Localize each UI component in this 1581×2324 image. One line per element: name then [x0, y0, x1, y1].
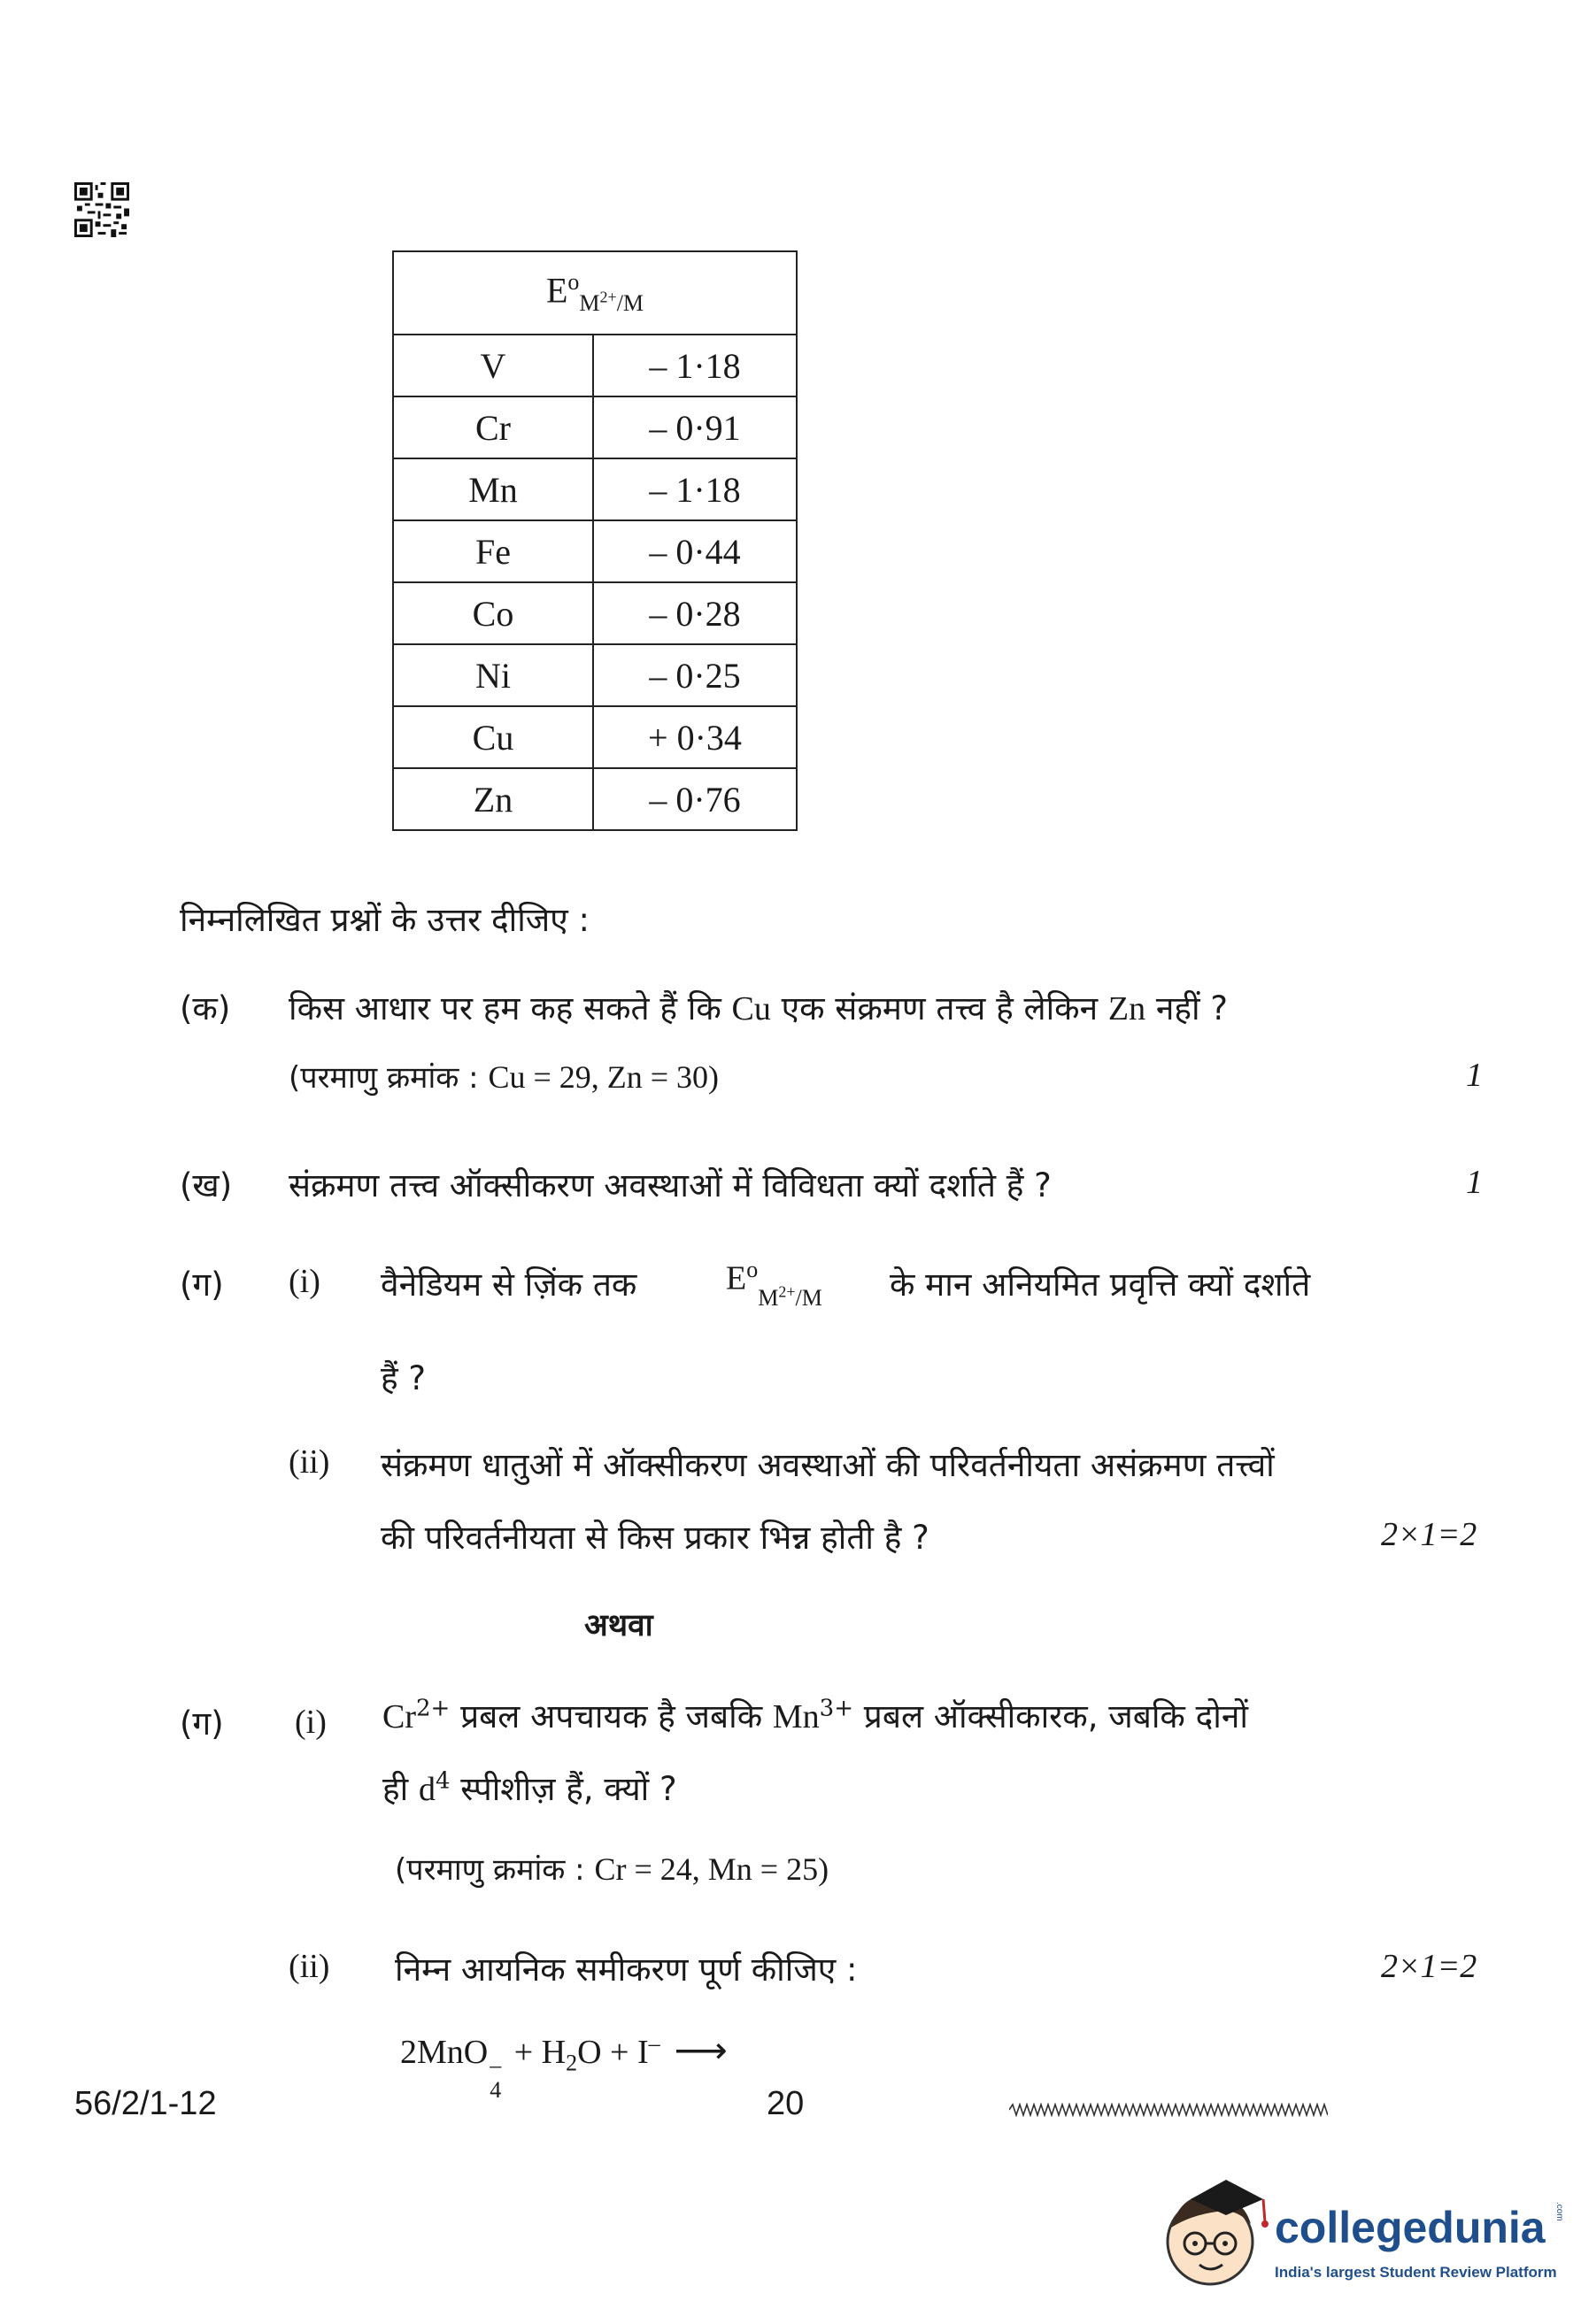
potential-cell: – 0·91	[593, 396, 797, 458]
page-number: 20	[767, 2085, 805, 2122]
table-row	[393, 644, 797, 706]
question-ka-line1: किस आधार पर हम कह सकते हैं कि Cu एक संक्रमण तत्त्व है लेकिन Zn नहीं ?	[289, 989, 1229, 1027]
ga-i-text-b: के मान अनियमित प्रवृत्ति क्यों दर्शाते	[890, 1266, 1311, 1304]
qr-code	[74, 182, 129, 237]
question-kha-text: संक्रमण तत्त्व ऑक्सीकरण अवस्थाओं में विविधता क्यों दर्शाते हैं ?	[289, 1166, 1052, 1204]
marks-kha: 1	[1466, 1164, 1483, 1201]
question-ka-line2: (परमाणु क्रमांक : Cu = 29, Zn = 30)	[289, 1059, 720, 1096]
ga2-i-line3: (परमाणु क्रमांक : Cr = 24, Mn = 25)	[395, 1851, 829, 1888]
potential-cell: – 1·18	[593, 335, 797, 396]
marks-ka: 1	[1466, 1057, 1483, 1094]
element-cell: Co	[393, 582, 593, 644]
element-cell: Fe	[393, 520, 593, 582]
element-cell: Mn	[393, 458, 593, 520]
ga-i-text-a: वैनेडियम से ज़िंक तक	[381, 1266, 637, 1304]
ga2-i-line1: $Cr^{2+}$ प्रबल अपचायक है जबकि $Mn^{3+}$ प्रबल ऑक्सीकारक, जबकि दोनों	[382, 1695, 1248, 1735]
wavy-line-decoration	[1009, 2103, 1328, 2117]
ga-i-text-c: हैं ?	[381, 1359, 427, 1397]
subpart-label-i-alt: (i)	[295, 1704, 327, 1741]
table-header-row	[393, 251, 797, 335]
potential-cell: – 0·76	[593, 768, 797, 830]
ga2-ii-text: निम्न आयनिक समीकरण पूर्ण कीजिए :	[395, 1951, 858, 1989]
marks-ga-alt: 2×1=2	[1381, 1948, 1477, 1985]
instruction-text: निम्नलिखित प्रश्नों के उत्तर दीजिए :	[180, 901, 590, 939]
element-cell: V	[393, 335, 593, 396]
ga-ii-text-a: संक्रमण धातुओं में ऑक्सीकरण अवस्थाओं की परिवर्तनीयता असंक्रमण तत्त्वों	[381, 1446, 1275, 1484]
potential-cell: – 1·18	[593, 458, 797, 520]
element-cell: Zn	[393, 768, 593, 830]
question-label-ga: (ग)	[180, 1266, 224, 1304]
question-label-kha: (ख)	[180, 1166, 233, 1204]
table-row	[393, 582, 797, 644]
brand-dotcom: .com	[1554, 2202, 1564, 2221]
mascot-logo-icon	[1155, 2173, 1270, 2297]
marks-ga: 2×1=2	[1381, 1516, 1477, 1553]
subpart-label-i: (i)	[289, 1263, 320, 1300]
potential-cell: – 0·44	[593, 520, 797, 582]
potential-cell: – 0·25	[593, 644, 797, 706]
ga-i-potential-symbol: $E^o_{M^{2+}/M}$	[726, 1257, 822, 1312]
potential-cell: – 0·28	[593, 582, 797, 644]
subpart-label-ii-alt: (ii)	[289, 1948, 330, 1985]
element-cell: Ni	[393, 644, 593, 706]
or-label: अथवा	[584, 1608, 653, 1643]
table-row	[393, 458, 797, 520]
question-label-ga-alt: (ग)	[180, 1705, 224, 1743]
electrode-potential-table	[392, 250, 798, 831]
table-row	[393, 520, 797, 582]
element-cell: Cu	[393, 706, 593, 768]
table-row	[393, 768, 797, 830]
table-row	[393, 706, 797, 768]
subpart-label-ii: (ii)	[289, 1443, 330, 1481]
reaction-arrow: ⟶	[674, 2031, 728, 2072]
potential-cell: + 0·34	[593, 706, 797, 768]
element-cell: Cr	[393, 396, 593, 458]
brand-tagline: India's largest Student Review Platform	[1275, 2264, 1557, 2281]
ga-ii-text-b: की परिवर्तनीयता से किस प्रकार भिन्न होती है ?	[381, 1519, 929, 1557]
ga2-i-line2: ही $d^4$ स्पीशीज़ हैं, क्यों ?	[382, 1767, 677, 1808]
question-label-ka: (क)	[180, 989, 231, 1027]
table-header: $E^o_{M^{2+}/M}$	[393, 251, 797, 335]
table-row	[393, 335, 797, 396]
paper-code: 56/2/1-12	[74, 2085, 217, 2122]
table-row	[393, 396, 797, 458]
brand-name: collegedunia	[1275, 2203, 1546, 2252]
ionic-equation: 2MnO – 4 + $H_2O + I^-$ ⟶	[400, 2030, 728, 2103]
